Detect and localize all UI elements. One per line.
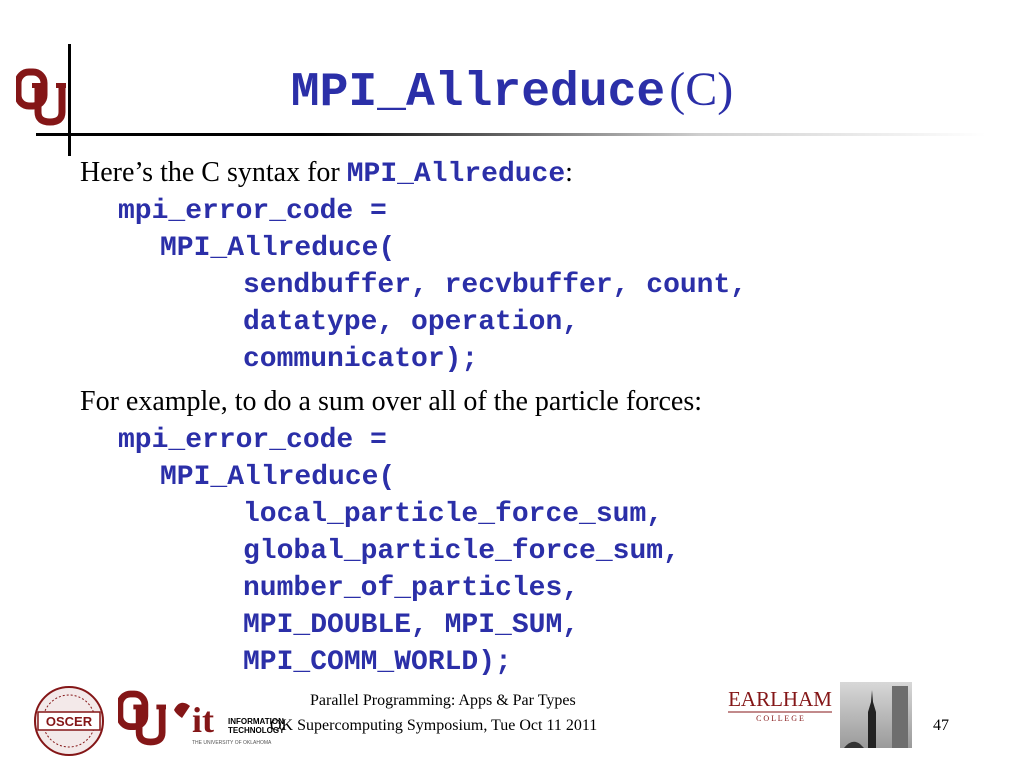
- syntax-line: datatype, operation,: [243, 307, 580, 338]
- example-line: local_particle_force_sum,: [243, 499, 664, 530]
- it-text: it: [192, 700, 214, 740]
- oscer-text: OSCER: [45, 714, 93, 729]
- syntax-line: mpi_error_code =: [118, 196, 387, 227]
- title-horizontal-rule: [36, 133, 986, 136]
- footer-course-title: Parallel Programming: Apps & Par Types: [310, 692, 576, 709]
- ou-footer-logo-icon: [118, 686, 166, 750]
- skyline-photo-icon: [840, 682, 912, 748]
- slide-title: [0, 62, 1024, 120]
- title-code: MPI_Allreduce: [290, 66, 666, 120]
- syntax-line: sendbuffer, recvbuffer, count,: [243, 270, 748, 301]
- intro-text: Here’s the C syntax for: [80, 157, 347, 188]
- example-line: global_particle_force_sum,: [243, 536, 680, 567]
- intro-colon: :: [565, 157, 573, 188]
- it-sub3: THE UNIVERSITY OF OKLAHOMA: [192, 740, 272, 746]
- oscer-seal-icon: [24, 684, 114, 758]
- it-logo-icon: [170, 688, 285, 748]
- earlham-sub: C O L L E G E: [756, 714, 804, 723]
- example-line: number_of_particles,: [243, 573, 580, 604]
- earlham-logo-icon: [724, 688, 836, 724]
- syntax-line: communicator);: [243, 344, 479, 375]
- page-number: 47: [933, 717, 949, 734]
- it-sub1: INFORMATION: [228, 717, 284, 726]
- example-text: For example, to do a sum over all of the particle forces:: [80, 386, 703, 417]
- example-line: mpi_error_code =: [118, 425, 387, 456]
- it-sub2: TECHNOLOGY: [228, 726, 285, 735]
- title-suffix: (C): [669, 63, 734, 116]
- example-line: MPI_DOUBLE, MPI_SUM,: [243, 610, 580, 641]
- syntax-line: MPI_Allreduce(: [160, 233, 396, 264]
- footer-event: OK Supercomputing Symposium, Tue Oct 11 2011: [270, 717, 598, 734]
- intro-line: [80, 157, 573, 190]
- example-line: MPI_Allreduce(: [160, 462, 396, 493]
- earlham-name: EARLHAM: [728, 688, 832, 711]
- example-line: MPI_COMM_WORLD);: [243, 647, 512, 678]
- intro-code: MPI_Allreduce: [346, 159, 566, 190]
